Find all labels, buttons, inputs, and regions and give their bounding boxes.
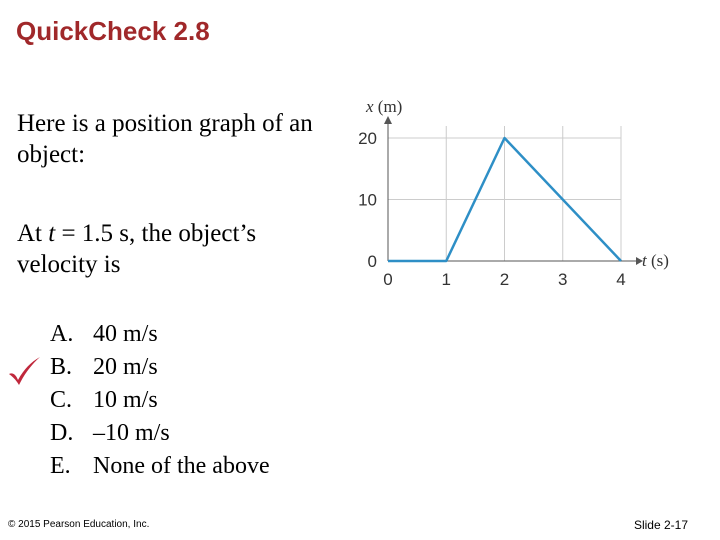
option-letter: C. — [50, 387, 73, 413]
x-tick-label: 2 — [499, 270, 510, 289]
option-text: 20 m/s — [93, 354, 158, 380]
position-graph — [330, 88, 700, 303]
option-c[interactable] — [50, 384, 270, 417]
option-text: 40 m/s — [93, 321, 158, 347]
option-a[interactable] — [50, 318, 270, 351]
answer-options — [50, 318, 270, 483]
slide-number: Slide 2-17 — [633, 518, 688, 532]
option-e[interactable] — [50, 450, 270, 483]
y-tick-label: 10 — [358, 190, 377, 210]
option-letter: B. — [50, 354, 73, 380]
option-text: 10 m/s — [93, 387, 158, 413]
option-letter: E. — [50, 453, 71, 479]
option-b[interactable] — [50, 351, 270, 384]
x-tick-label: 0 — [383, 270, 393, 289]
checkmark-icon — [7, 356, 41, 386]
question-before: At — [17, 220, 49, 247]
option-d[interactable] — [50, 417, 270, 450]
y-axis-arrow-icon — [384, 116, 392, 124]
x-axis-label: t (s) — [642, 251, 669, 270]
question-after: = 1.5 s, the object’s velocity is — [17, 220, 257, 278]
x-tick-label: 1 — [441, 270, 451, 289]
x-tick-label: 3 — [558, 270, 568, 289]
option-letter: D. — [50, 420, 74, 446]
option-text: –10 m/s — [93, 420, 170, 446]
y-tick-label: 20 — [358, 129, 377, 148]
question-text — [17, 218, 317, 280]
question-variable: t — [48, 220, 56, 247]
y-axis-label: x (m) — [366, 97, 403, 116]
y-tick-label: 0 — [367, 252, 377, 271]
option-letter: A. — [50, 321, 74, 347]
x-tick-label: 4 — [616, 270, 626, 289]
option-text: None of the above — [93, 453, 270, 479]
copyright-text: © 2015 Pearson Education, Inc. — [8, 519, 150, 530]
slide-title: QuickCheck 2.8 — [16, 16, 210, 46]
prompt-text: Here is a position graph of an object: — [17, 110, 313, 168]
